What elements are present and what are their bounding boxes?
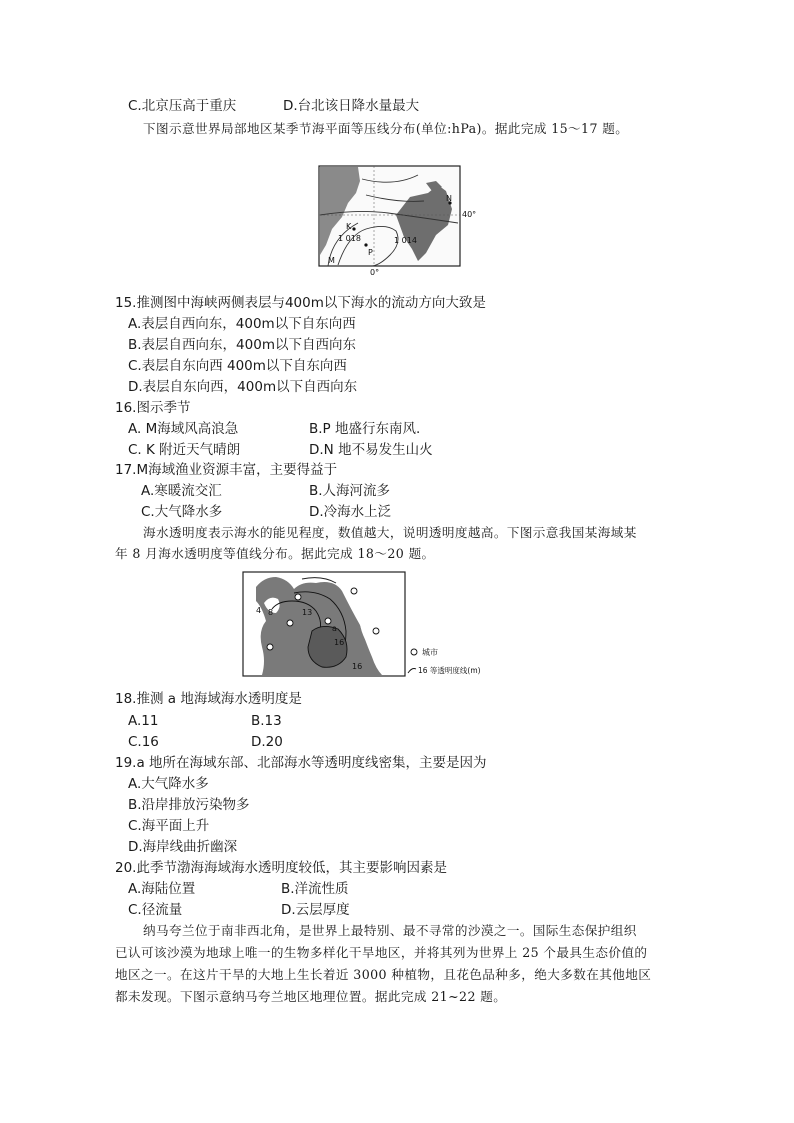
q20-option-d: D.云层厚度: [281, 902, 350, 918]
q17-option-d: D.冷海水上泛: [309, 504, 392, 520]
intro-18-20-line2: 年 8 月海水透明度等值线分布。据此完成 18～20 题。: [115, 546, 435, 561]
point-a-label: a: [332, 624, 337, 633]
intro-21-22-line1: 纳马夸兰位于南非西北角，是世界上最特别、最不寻常的沙漠之一。国际生态保护组织: [143, 923, 637, 938]
isoline-label-4: 4: [256, 606, 262, 615]
isoline-label-16a: 16: [334, 638, 345, 647]
legend-isoline: 16 等透明度线(m): [418, 666, 481, 675]
q17-option-c: C.大气降水多: [141, 504, 223, 520]
label-m: M: [328, 256, 335, 265]
intro-21-22-line2: 已认可该沙漠为地球上唯一的生物多样化干旱地区，并将其列为世界上 25 个最具生态价值的: [115, 945, 648, 960]
q16-option-b: B.P 地盛行东南风.: [309, 421, 421, 437]
label-n: N: [446, 194, 452, 203]
isobar-map: [318, 165, 477, 277]
q14-option-c: C.北京压高于重庆: [128, 98, 237, 114]
transparency-map: [242, 571, 504, 681]
legend-city-icon: [411, 649, 417, 655]
q19-option-c: C.海平面上升: [128, 818, 210, 834]
q19-option-b: B.沿岸排放污染物多: [128, 797, 250, 813]
q15-option-d: D.表层自东向西，400m以下自西向东: [128, 379, 358, 395]
isoline-label-8: 8: [268, 608, 274, 617]
q15-option-b: B.表层自西向东，400m以下自西向东: [128, 337, 356, 353]
intro-15-17: 下图示意世界局部地区某季节海平面等压线分布(单位:hPa)。据此完成 15～17 题。: [143, 121, 629, 136]
q18-option-c: C.16: [128, 734, 159, 750]
q19-stem: 19.a 地所在海域东部、北部海水等透明度线密集，主要是因为: [115, 755, 487, 771]
q18-option-a: A.11: [128, 713, 159, 729]
q15-option-a: A.表层自西向东，400m以下自东向西: [128, 316, 356, 332]
q15-option-c: C.表层自东向西 400m以下自东向西: [128, 358, 347, 374]
q18-stem: 18.推测 a 地海域海水透明度是: [115, 691, 302, 707]
q20-option-c: C.径流量: [128, 902, 183, 918]
q17-stem: 17.M海域渔业资源丰富，主要得益于: [115, 462, 338, 478]
label-1018: 1 018: [338, 234, 361, 243]
q20-option-a: A.海陆位置: [128, 881, 196, 897]
label-p: P: [368, 248, 373, 257]
label-1014: 1 014: [394, 236, 417, 245]
q18-option-b: B.13: [251, 713, 282, 729]
q14-option-d: D.台北该日降水量最大: [283, 98, 420, 114]
legend-isoline-icon: [408, 669, 416, 674]
intro-18-20-line1: 海水透明度表示海水的能见程度，数值越大，说明透明度越高。下图示意我国某海域某: [143, 525, 637, 540]
q18-option-d: D.20: [251, 734, 283, 750]
q17-option-b: B.人海河流多: [309, 483, 391, 499]
intro-21-22-line3: 地区之一。在这片干旱的大地上生长着近 3000 种植物，且花色品种多，绝大多数在其他地区: [115, 967, 652, 982]
q17-option-a: A.寒暖流交汇: [141, 483, 222, 499]
label-lon-0: 0°: [370, 268, 380, 277]
label-lat-40: 40°: [462, 210, 477, 219]
q20-stem: 20.此季节渤海海域海水透明度较低，其主要影响因素是: [115, 860, 447, 876]
q16-option-a: A. M海域风高浪急: [128, 421, 239, 437]
isoline-label-16b: 16: [352, 662, 363, 671]
q19-option-d: D.海岸线曲折幽深: [128, 839, 238, 855]
q16-option-c: C. K 附近天气晴朗: [128, 442, 241, 458]
isoline-label-13: 13: [302, 608, 313, 617]
intro-21-22-line4: 都未发现。下图示意纳马夸兰地区地理位置。据此完成 21~22 题。: [115, 989, 507, 1004]
q15-stem: 15.推测图中海峡两侧表层与400m以下海水的流动方向大致是: [115, 295, 486, 311]
legend-city: 城市: [422, 648, 438, 657]
q16-stem: 16.图示季节: [115, 400, 191, 416]
label-k: K: [346, 222, 352, 231]
q20-option-b: B.洋流性质: [281, 881, 349, 897]
q16-option-d: D.N 地不易发生山火: [309, 442, 433, 458]
q19-option-a: A.大气降水多: [128, 776, 209, 792]
